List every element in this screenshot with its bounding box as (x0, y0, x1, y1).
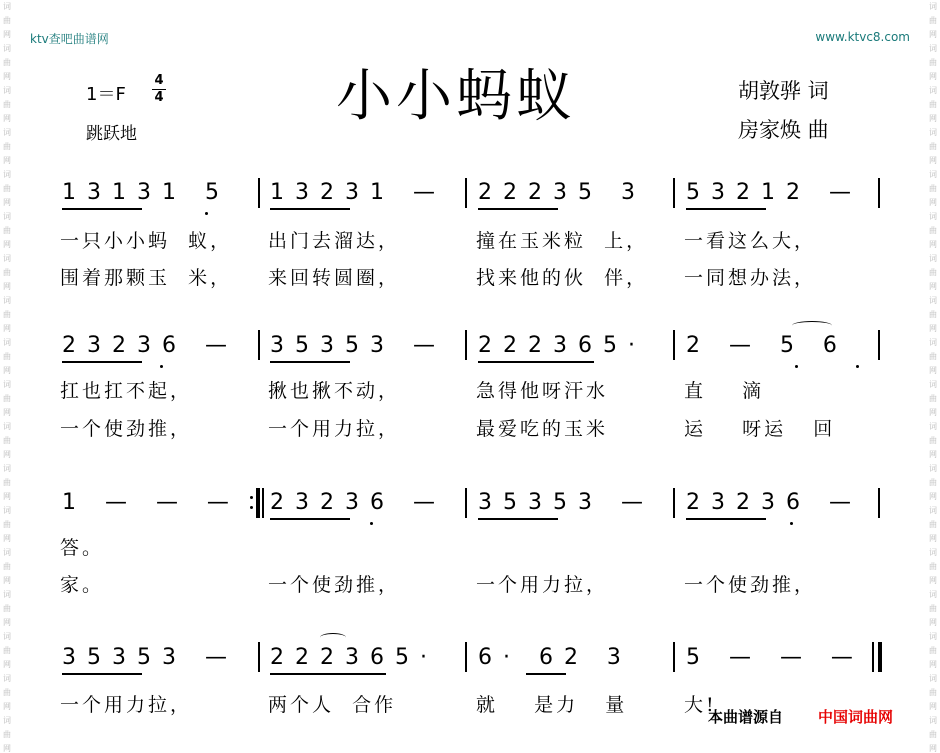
measure-1-1: 1 3 1 3 1 5 (62, 180, 221, 205)
repeat-barline-thick (256, 488, 260, 518)
lyric-2-2-a: 揪也揪不动， (268, 380, 401, 402)
measure-2-3: 2 2 2 3 6 5 · (478, 333, 637, 358)
eighth-underline (526, 673, 566, 675)
lyric-4-4-a: 大! (684, 694, 717, 716)
footer-source-label: 本曲谱源自 (708, 708, 784, 726)
lyric-1-2-a: 出门去溜达， (268, 230, 401, 252)
eighth-underline (62, 208, 102, 210)
lyric-2-1-b: 一个使劲推， (60, 418, 193, 440)
barline (258, 330, 260, 360)
measure-4-4: 5 — — — (686, 645, 855, 670)
eighth-underline (686, 208, 726, 210)
lyric-1-2-b: 来回转圆圈， (268, 267, 401, 289)
eighth-underline (478, 208, 518, 210)
eighth-underline (726, 518, 766, 520)
slur (792, 321, 832, 330)
site-watermark-left: ktv查吧曲谱网 (30, 32, 109, 46)
measure-2-1: 2 3 2 3 6 — (62, 333, 229, 358)
lyricist-credit: 胡敦骅 词 (738, 79, 829, 103)
site-watermark-right: www.ktvc8.com (815, 30, 910, 44)
barline (673, 642, 675, 672)
eighth-underline (270, 518, 310, 520)
repeat-dot (250, 496, 253, 499)
barline (878, 488, 880, 518)
eighth-underline (102, 673, 142, 675)
eighth-underline (62, 673, 102, 675)
lyric-2-4-b: 运 呀运 回 (684, 418, 836, 440)
lyric-3-1-a: 答。 (60, 537, 105, 559)
barline (673, 330, 675, 360)
eighth-underline (558, 361, 594, 363)
lyric-2-4-a: 直 滴 (684, 380, 765, 402)
lyric-1-4-b: 一同想办法， (684, 267, 817, 289)
eighth-underline (518, 208, 558, 210)
eighth-underline (310, 208, 350, 210)
eighth-underline (518, 518, 558, 520)
lyric-1-3-b: 找来他的伙 伴， (476, 267, 649, 289)
octave-dot (205, 212, 208, 215)
eighth-underline (270, 673, 310, 675)
eighth-underline (310, 361, 350, 363)
final-barline-thin (872, 642, 874, 672)
eighth-underline (478, 361, 518, 363)
eighth-underline (686, 518, 726, 520)
lyric-4-2-a: 两个人 合作 (268, 694, 397, 716)
barline (673, 178, 675, 208)
side-watermark-right: 词曲网词曲网词曲网词曲网词曲网词曲网词曲网词曲网词曲网词曲网词曲网词曲网词曲网词曲网词曲网词曲网词曲网词曲网 (929, 2, 937, 753)
lyric-2-3-a: 急得他呀汗水 (476, 380, 609, 402)
measure-4-1: 3 5 3 5 3 — (62, 645, 229, 670)
time-signature (152, 74, 166, 105)
eighth-underline (310, 518, 350, 520)
barline (258, 178, 260, 208)
eighth-underline (726, 208, 766, 210)
lyric-3-1-b: 家。 (60, 574, 105, 596)
measure-1-3: 2 2 2 3 5 3 (478, 180, 637, 205)
eighth-underline (102, 208, 142, 210)
lyric-2-2-b: 一个用力拉， (268, 418, 401, 440)
lyric-3-3-b: 一个用力拉， (476, 574, 609, 596)
lyric-1-4-a: 一看这么大， (684, 230, 817, 252)
side-watermark-left: 词曲网词曲网词曲网词曲网词曲网词曲网词曲网词曲网词曲网词曲网词曲网词曲网词曲网词曲网词曲网词曲网词曲网词曲网 (3, 2, 11, 753)
eighth-underline (270, 361, 310, 363)
meter-top: 4 (154, 73, 164, 88)
barline (465, 488, 467, 518)
measure-2-2: 3 5 3 5 3 — (270, 333, 437, 358)
barline (673, 488, 675, 518)
tempo-style: 跳跃地 (86, 124, 137, 144)
barline (878, 178, 880, 208)
octave-dot (795, 365, 798, 368)
octave-dot (370, 522, 373, 525)
measure-3-2: 2 3 2 3 6 — (270, 490, 437, 515)
lyric-1-1-a: 一只小小蚂 蚁， (60, 230, 233, 252)
measure-1-4: 5 3 2 1 2 — (686, 180, 853, 205)
barline (258, 642, 260, 672)
measure-4-3: 6 · 6 2 3 (478, 645, 623, 670)
footer-site-name: 中国词曲网 (818, 708, 894, 726)
eighth-underline (62, 361, 102, 363)
measure-2-4: 2 — 5 6 (686, 333, 839, 358)
lyric-2-1-a: 扛也扛不起， (60, 380, 193, 402)
song-title: 小小蚂蚁 (336, 64, 576, 129)
octave-dot (160, 365, 163, 368)
repeat-barline-thin (262, 488, 264, 518)
barline (878, 330, 880, 360)
measure-3-4: 2 3 2 3 6 — (686, 490, 853, 515)
lyric-4-1-a: 一个用力拉， (60, 694, 193, 716)
composer-credit: 房家焕 曲 (738, 118, 829, 142)
eighth-underline (478, 518, 518, 520)
lyric-3-2-b: 一个使劲推， (268, 574, 401, 596)
final-barline-thick (878, 642, 882, 672)
lyric-1-1-b: 围着那颗玉 米， (60, 267, 233, 289)
barline (465, 642, 467, 672)
meter-bottom: 4 (154, 90, 164, 105)
eighth-underline (518, 361, 558, 363)
lyric-4-3-a: 就 是力 量 (476, 694, 628, 716)
lyric-3-4-b: 一个使劲推， (684, 574, 817, 596)
barline (465, 330, 467, 360)
lyric-1-3-a: 撞在玉米粒 上， (476, 230, 649, 252)
octave-dot (856, 365, 859, 368)
slur (320, 633, 346, 642)
key-signature: 1＝F (86, 84, 126, 105)
measure-1-2: 1 3 2 3 1 — (270, 180, 437, 205)
measure-4-2: 2 2 2 3 6 5 · (270, 645, 429, 670)
eighth-underline (310, 673, 350, 675)
octave-dot (790, 522, 793, 525)
eighth-underline (102, 361, 142, 363)
eighth-underline (270, 208, 310, 210)
eighth-underline (350, 673, 386, 675)
barline (465, 178, 467, 208)
measure-3-3: 3 5 3 5 3 — (478, 490, 645, 515)
repeat-dot (250, 506, 253, 509)
lyric-2-3-b: 最爱吃的玉米 (476, 418, 609, 440)
measure-3-1: 1 — — — (62, 490, 231, 515)
